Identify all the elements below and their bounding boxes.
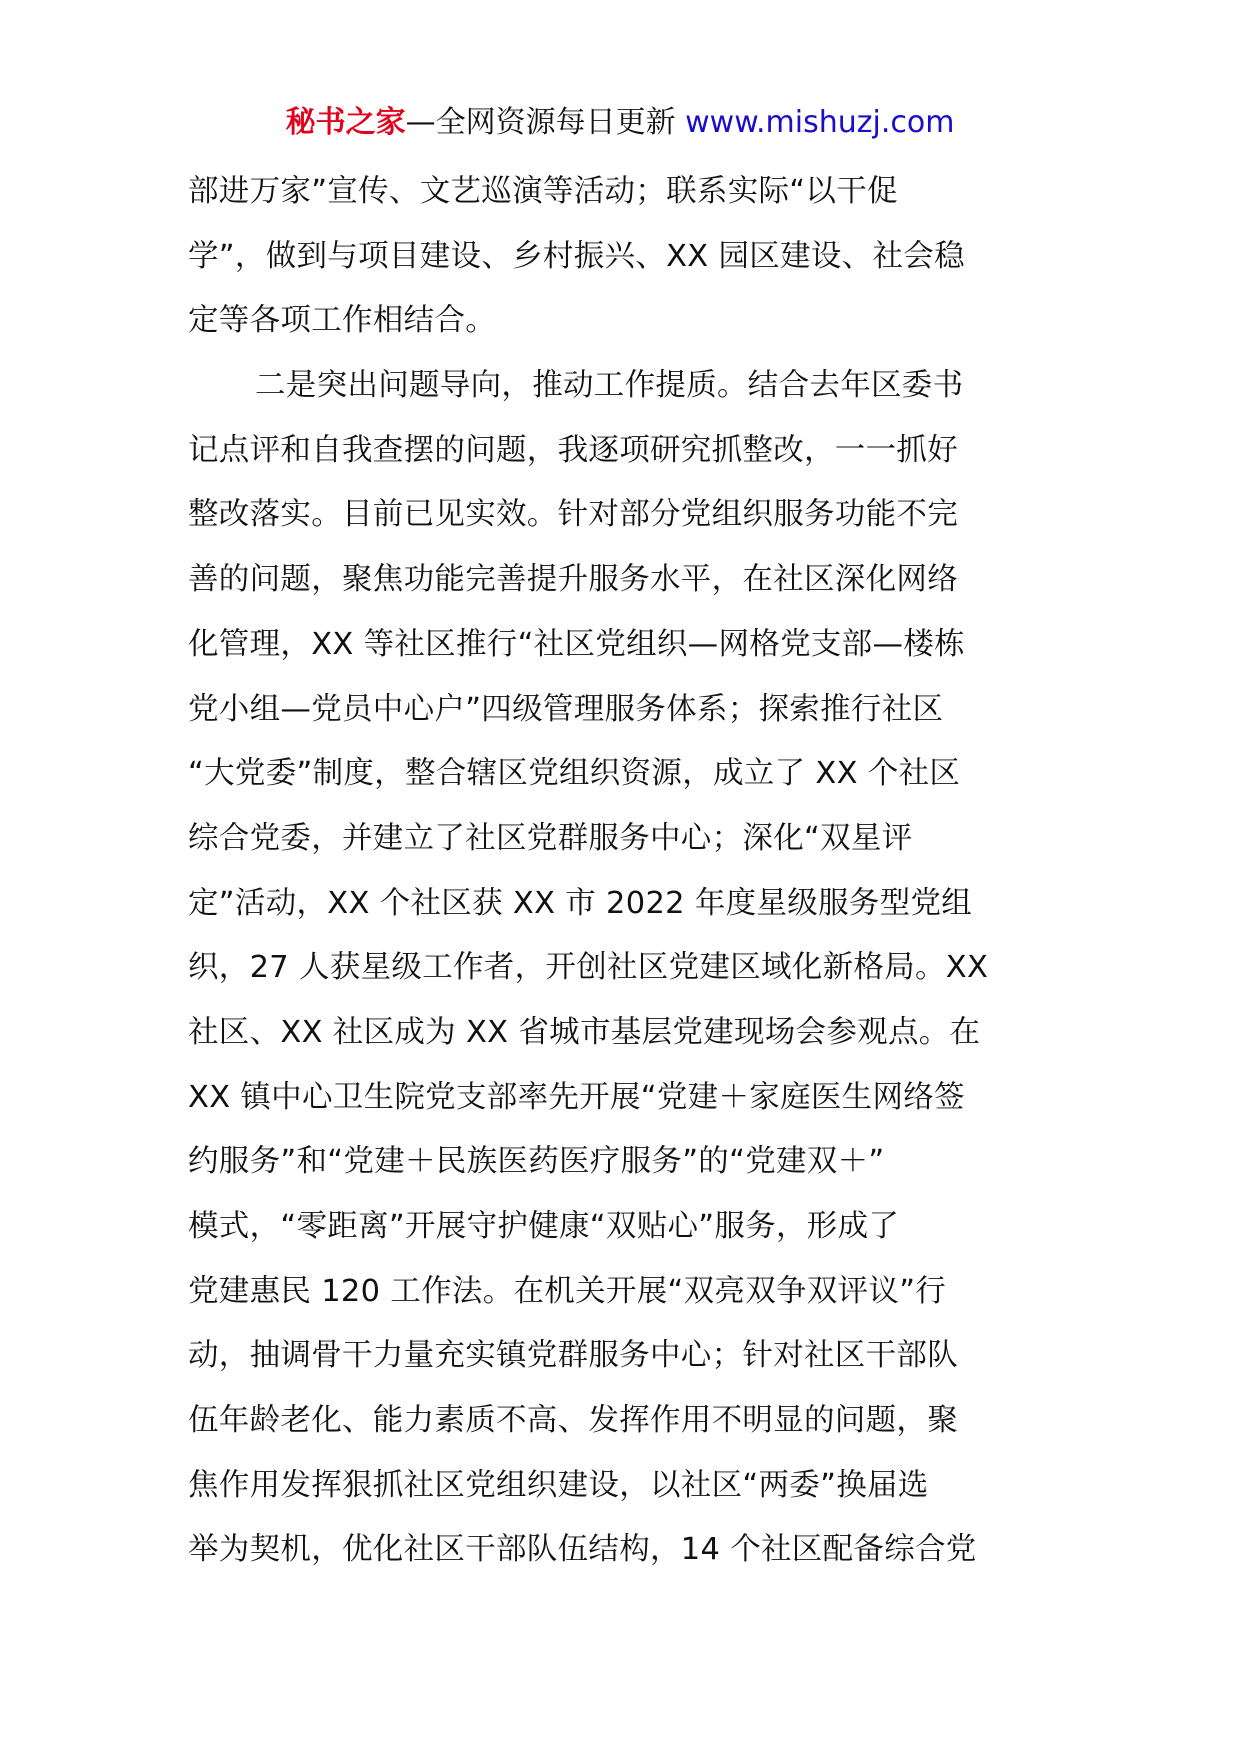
text-line: 记点评和自我查摆的问题，我逐项研究抓整改，一一抓好 <box>188 432 958 468</box>
text-line: 模式，“零距离”开展守护健康“双贴心”服务，形成了 <box>188 1209 900 1244</box>
text-line: 约服务”和“党建＋民族医药医疗服务”的“党建双＋” <box>188 1144 885 1180</box>
text-line: 整改落实。目前已见实效。针对部分党组织服务功能不完 <box>188 497 958 533</box>
text-line: 焦作用发挥狠抓社区党组织建设，以社区“两委”换届选 <box>188 1467 929 1503</box>
text-line: 织，27 人获星级工作者，开创社区党建区域化新格局。XX <box>188 950 989 986</box>
text-line: 举为契机，优化社区干部队伍结构，14 个社区配备综合党 <box>188 1532 977 1568</box>
text-line: 党建惠民 120 工作法。在机关开展“双亮双争双评议”行 <box>188 1273 947 1309</box>
brand-tagline: —全网资源每日更新 <box>405 105 676 140</box>
text-line: 定等各项工作相结合。 <box>188 303 496 339</box>
watermark-header <box>0 98 1240 148</box>
text-line: 伍年龄老化、能力素质不高、发挥作用不明显的问题，聚 <box>188 1403 958 1439</box>
brand-name: 秘书之家 <box>285 105 406 140</box>
paragraph-start-line: 二是突出问题导向，推动工作提质。结合去年区委书 <box>255 368 964 404</box>
text-line: 定”活动，XX 个社区获 XX 市 2022 年度星级服务型党组 <box>188 885 973 921</box>
document-body <box>188 160 1054 1583</box>
text-line: 善的问题，聚焦功能完善提升服务水平，在社区深化网络 <box>188 562 958 598</box>
text-line: 学”，做到与项目建设、乡村振兴、XX 园区建设、社会稳 <box>188 238 965 274</box>
text-line: “大党委”制度，整合辖区党组织资源，成立了 XX 个社区 <box>188 756 961 792</box>
text-line: 党小组—党员中心户”四级管理服务体系；探索推行社区 <box>188 691 944 727</box>
text-line: 部进万家”宣传、文艺巡演等活动；联系实际“以干促 <box>188 174 898 209</box>
text-line: 综合党委，并建立了社区党群服务中心；深化“双星评 <box>188 820 913 856</box>
site-url-link[interactable]: www.mishuzj.com <box>685 105 955 140</box>
text-line: 动，抽调骨干力量充实镇党群服务中心；针对社区干部队 <box>188 1338 958 1374</box>
text-line: XX 镇中心卫生院党支部率先开展“党建＋家庭医生网络签 <box>188 1079 965 1115</box>
text-line: 化管理，XX 等社区推行“社区党组织—网格党支部—楼栋 <box>188 626 965 662</box>
text-line: 社区、XX 社区成为 XX 省城市基层党建现场会参观点。在 <box>188 1014 981 1050</box>
